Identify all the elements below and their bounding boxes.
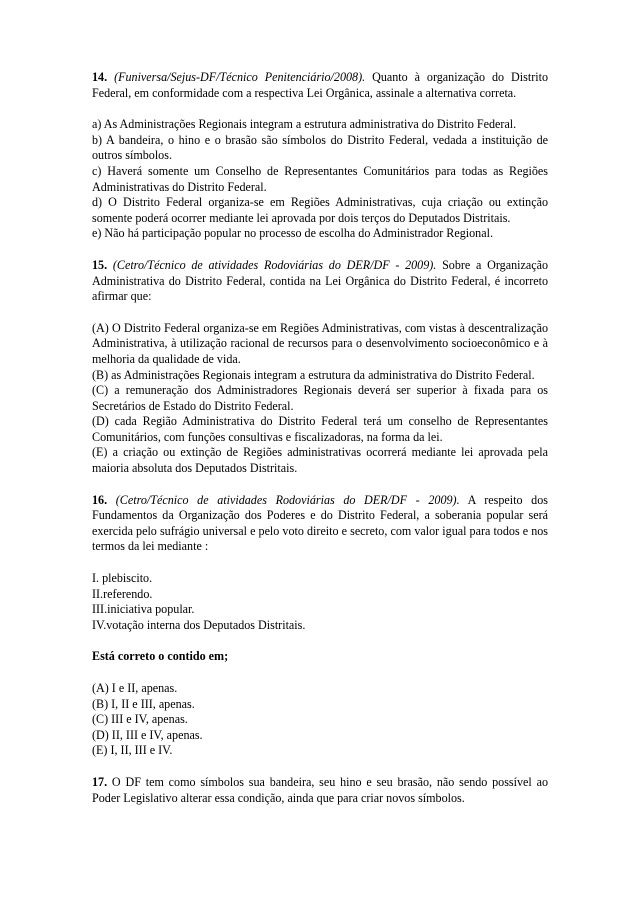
question-16-stem xyxy=(92,493,548,555)
question-16-option-c: (C) III e IV, apenas. xyxy=(92,712,188,727)
question-16-number: 16. xyxy=(92,492,108,507)
question-15-option-b: (B) as Administrações Regionais integram a estrutura da administrativa do Distrito Federal. xyxy=(92,367,535,382)
question-14-number: 14. xyxy=(92,70,108,84)
question-17-text: O DF tem como símbolos sua bandeira, seu hino e seu brasão, não sendo possível ao Poder Legislativo alterar essa condição, ainda que para criar novos símbolos. xyxy=(92,774,548,805)
question-15-option-c: (C) a remuneração dos Administradores Regionais deverá ser superior à fixada para os Secretários de Estado do Distrito Federal. xyxy=(92,383,548,413)
question-16-source: (Cetro/Técnico de atividades Rodoviárias do DER/DF - 2009). xyxy=(115,492,460,507)
question-16-item-1: I. plebiscito. xyxy=(92,571,153,586)
question-15-stem xyxy=(92,258,548,305)
question-16-option-b: (B) I, II e III, apenas. xyxy=(92,696,195,711)
question-14-option-e: e) Não há participação popular no processo de escolha do Administrador Regional. xyxy=(92,226,493,241)
question-14-option-b: b) A bandeira, o hino e o brasão são símbolos do Distrito Federal, vedada a instituição de outros símbolos. xyxy=(92,132,548,163)
question-17-number: 17. xyxy=(92,774,108,789)
question-15-option-e: (E) a criação ou extinção de Regiões administrativas ocorrerá mediante lei aprovada pela maioria absoluta dos Deputados Distritais. xyxy=(92,445,548,476)
question-14-text: Quanto à organização do Distrito Federal, em conformidade com a respectiva Lei Orgânica, assinale a alternativa correta. xyxy=(92,70,548,100)
question-14-stem xyxy=(92,70,548,101)
question-16-item-3: III.iniciativa popular. xyxy=(92,602,195,617)
question-16-option-e: (E) I, II, III e IV. xyxy=(92,743,173,758)
question-14-source: (Funiversa/Sejus-DF/Técnico Penitenciário/2008). xyxy=(114,70,366,84)
question-14-option-c: c) Haverá somente um Conselho de Representantes Comunitários para todas as Regiões Administrativas do Distrito Federal. xyxy=(92,163,548,194)
question-16-option-a: (A) I e II, apenas. xyxy=(92,681,178,695)
question-15-option-a: (A) O Distrito Federal organiza-se em Regiões Administrativas, com vistas à descentralização Administrativa, à utilização racional de recursos para o desenvolvimento socioeconômico e à melhoria da qualidade de vida. xyxy=(92,320,548,366)
question-14-option-d: d) O Distrito Federal organiza-se em Regiões Administrativas, cuja criação ou extinção somente poderá ocorrer mediante lei aprovada por dois terços do Deputados Distritais. xyxy=(92,195,548,225)
question-15-option-d: (D) cada Região Administrativa do Distrito Federal terá um conselho de Representantes Comunitários, com funções consultivas e fiscalizadoras, na forma da lei. xyxy=(92,414,548,444)
question-16-item-2: II.referendo. xyxy=(92,586,153,601)
question-15-source: (Cetro/Técnico de atividades Rodoviárias do DER/DF - 2009). xyxy=(112,257,437,272)
question-16-prompt: Está correto o contido em; xyxy=(92,649,229,664)
question-15-number: 15. xyxy=(92,257,108,272)
question-14-option-a: a) As Administrações Regionais integram a estrutura administrativa do Distrito Federal. xyxy=(92,117,517,132)
question-16-item-4: IV.votação interna dos Deputados Distritais. xyxy=(92,617,306,632)
document-page xyxy=(92,70,548,806)
question-16-text: A respeito dos Fundamentos da Organização dos Poderes e do Distrito Federal, a soberania popular será exercida pelo sufrágio universal e pelo voto direito e secreto, com valor igual para todos e nos termos da lei mediante : xyxy=(92,492,548,554)
question-17-stem xyxy=(92,775,548,806)
question-15-text: Sobre a Organização Administrativa do Distrito Federal, contida na Lei Orgânica do Distrito Federal, é incorreto afirmar que: xyxy=(92,257,548,304)
question-16-option-d: (D) II, III e IV, apenas. xyxy=(92,727,203,742)
